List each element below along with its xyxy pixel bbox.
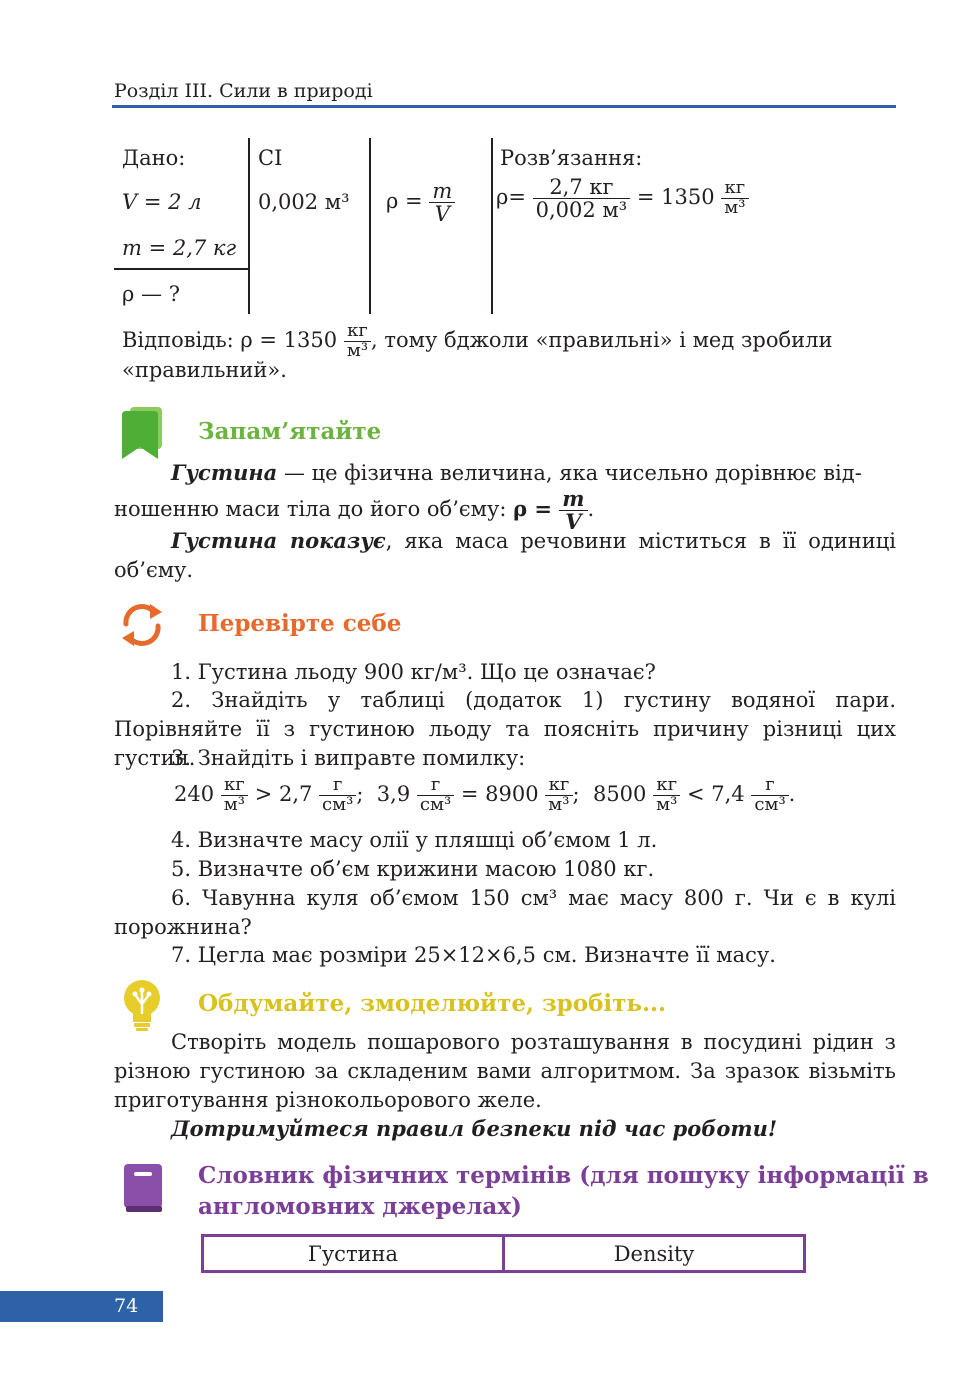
unit-numerator: г	[417, 776, 454, 796]
answer-text: , тому бджоли «правильні» і мед зробили	[371, 327, 833, 352]
table-divider	[369, 138, 371, 314]
term-english: Density	[504, 1236, 805, 1272]
definition-text: — це фізична величина, яка чисельно дорівнює від-	[277, 461, 862, 485]
answer-label: Відповідь:	[122, 327, 234, 352]
question-1: 1. Густина льоду 900 кг/м³. Що це означає?	[171, 660, 656, 684]
term-density-shows: Густина показує	[171, 528, 386, 553]
answer-line	[122, 322, 832, 361]
answer-unit	[344, 322, 371, 361]
think-title: Обдумайте, змоделюйте, зробіть...	[198, 990, 667, 1017]
formula-denominator: V	[434, 202, 450, 227]
bookmark-icon	[118, 405, 166, 461]
header-rule	[112, 105, 896, 108]
meaning-text: , яка маса речовини міститься в її одиниці об’єму.	[114, 529, 897, 582]
lightbulb-icon	[120, 978, 164, 1032]
formula-denominator: V	[565, 509, 582, 535]
separator: ;	[572, 781, 580, 806]
given-label: Дано:	[122, 146, 186, 170]
remember-meaning	[114, 526, 896, 585]
end-period: .	[788, 781, 796, 806]
check-title: Перевірте себе	[198, 610, 402, 637]
question-6: 6. Чавунна куля об’ємом 150 см³ має масу 800 г. Чи є в кулі порожнина?	[114, 886, 896, 939]
comparison: = 8900	[460, 781, 539, 806]
si-value: 0,002 м³	[258, 190, 350, 214]
unit-denominator: м³	[548, 793, 570, 815]
comparison: < 7,4	[687, 781, 745, 806]
page-number: 74	[114, 1295, 139, 1317]
definition-text-continued: ношенню маси тіла до його об’єму:	[114, 497, 514, 522]
question-2: 2. Знайдіть у таблиці (додаток 1) густину водяної пари. Порівняйте її з густиною льоду та поясніть причину різниці цих густин.	[114, 688, 896, 770]
find-density: ρ — ?	[122, 282, 180, 306]
density-formula	[386, 180, 455, 225]
formula-numerator: m	[429, 180, 455, 203]
question-3: 3. Знайдіть і виправте помилку:	[171, 746, 526, 770]
unit-denominator: м³	[656, 793, 678, 815]
formula-lhs: ρ =	[513, 496, 552, 522]
question-4: 4. Визначте масу олії у пляшці об’ємом 1 л.	[171, 828, 658, 852]
dictionary-title-line1: Словник фізичних термінів (для пошуку інформації в	[198, 1162, 929, 1189]
value: 8500	[592, 781, 647, 806]
unit-numerator: кг	[653, 776, 680, 796]
solution-formula	[496, 176, 749, 221]
given-underline	[114, 268, 249, 270]
comparison: > 2,7	[254, 781, 313, 806]
formula-period: .	[587, 497, 595, 522]
solution-denominator: 0,002 м³	[535, 198, 628, 223]
unit-numerator: кг	[221, 776, 248, 796]
given-volume: V = 2 л	[122, 190, 202, 214]
unit-numerator: кг	[344, 322, 371, 342]
bold-formula	[513, 486, 587, 535]
unit-fraction	[221, 776, 248, 815]
solution-result: = 1350	[636, 185, 715, 210]
unit-numerator: кг	[721, 179, 748, 199]
unit-denominator: м³	[223, 793, 245, 815]
separator: ;	[356, 781, 364, 806]
unit-denominator: см³	[419, 793, 452, 815]
formula-numerator: m	[559, 488, 587, 511]
unit-denominator: см³	[322, 793, 354, 815]
solution-lhs: ρ=	[496, 185, 526, 210]
answer-value: ρ = 1350	[240, 327, 338, 352]
unit-denominator: м³	[724, 197, 746, 219]
value: 3,9	[376, 781, 411, 806]
remember-title: Запам’ятайте	[198, 418, 382, 445]
unit-fraction	[751, 776, 788, 815]
think-text: Створіть модель пошарового розташування в посудині рідин з різною густиною за складеним вами алгоритмом. За зразок візьміть приготування різнокольорового желе.	[114, 1030, 896, 1112]
given-mass: m = 2,7 кг	[122, 236, 237, 260]
unit-fraction	[417, 776, 454, 815]
inequalities-line	[174, 776, 795, 815]
dictionary-table	[201, 1234, 806, 1273]
unit-denominator: см³	[754, 793, 786, 815]
question-7: 7. Цегла має розміри 25×12×6,5 см. Визначте її масу.	[171, 943, 776, 967]
table-row	[203, 1236, 805, 1272]
unit-numerator: г	[319, 776, 356, 796]
page-number-bar	[0, 1291, 163, 1322]
answer-text-continued: «правильний».	[122, 358, 287, 382]
unit-denominator: м³	[346, 339, 369, 361]
refresh-icon	[116, 600, 168, 650]
unit-fraction	[319, 776, 356, 815]
solution-numerator: 2,7 кг	[533, 176, 631, 199]
term-density: Густина	[171, 460, 278, 485]
solution-label: Розв’язання:	[500, 146, 643, 170]
dictionary-title-line2: англомовних джерелах)	[198, 1193, 522, 1220]
term-ukrainian: Густина	[203, 1236, 504, 1272]
unit-numerator: кг	[545, 776, 572, 796]
question-5: 5. Визначте об’єм крижини масою 1080 кг.	[171, 857, 655, 881]
si-label: СІ	[258, 146, 283, 170]
chapter-header: Розділ ІІІ. Сили в природі	[114, 80, 373, 102]
solution-unit	[721, 179, 748, 218]
table-divider	[248, 138, 250, 314]
unit-fraction	[545, 776, 572, 815]
solution-fraction	[533, 176, 631, 221]
table-divider	[491, 138, 493, 314]
safety-warning: Дотримуйтеся правил безпеки під час роботи!	[171, 1116, 778, 1141]
unit-fraction	[653, 776, 680, 815]
formula-fraction	[429, 180, 455, 225]
value: 240	[174, 781, 215, 806]
dictionary-title	[198, 1160, 929, 1222]
remember-definition	[114, 458, 896, 488]
unit-numerator: г	[751, 776, 788, 796]
book-icon	[122, 1162, 164, 1214]
formula-lhs: ρ =	[386, 189, 423, 214]
